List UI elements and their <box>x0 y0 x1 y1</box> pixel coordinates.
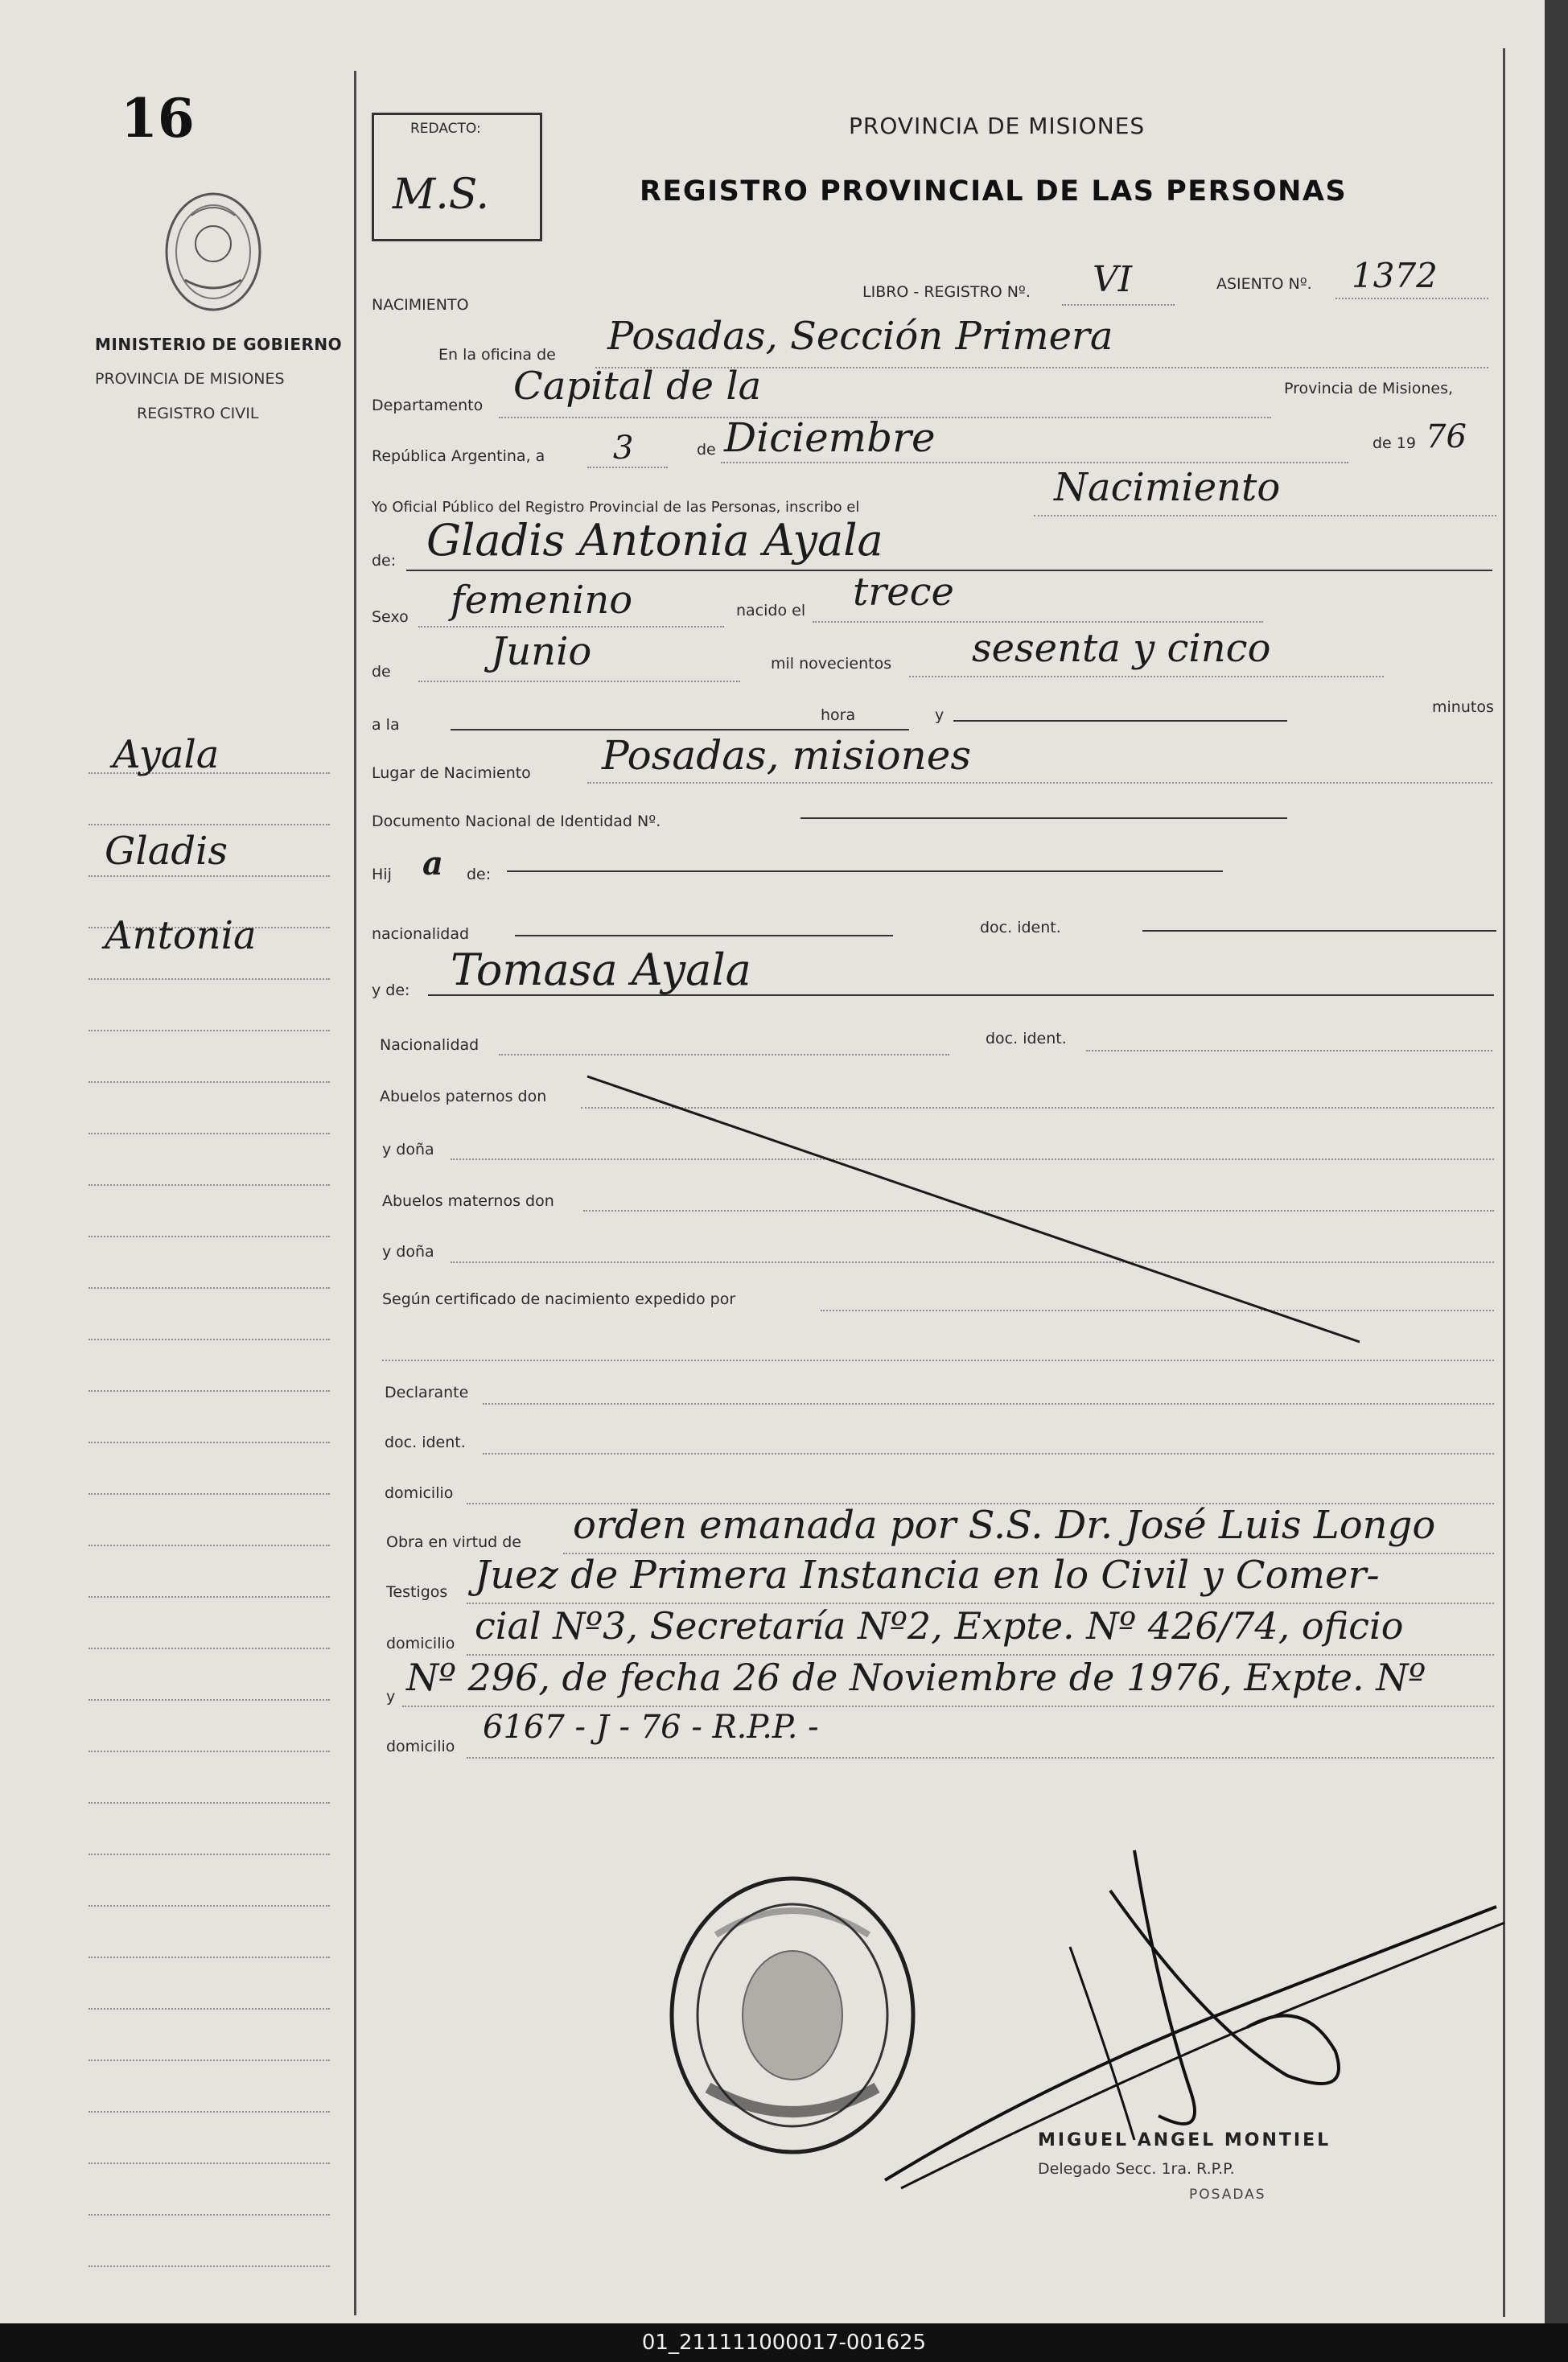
margin-rule-line <box>88 2214 330 2216</box>
date-de-label: de <box>697 441 716 459</box>
margin-rule-line <box>88 2008 330 2010</box>
margin-rule-line <box>88 1699 330 1701</box>
oficina-value: Posadas, Sección Primera <box>607 314 1113 359</box>
margin-rule-line <box>88 824 330 825</box>
margin-middle-name: Antonia <box>105 913 257 958</box>
mother-value: Tomasa Ayala <box>451 944 751 995</box>
signatory-name: MIGUEL ANGEL MONTIEL <box>1038 2130 1331 2150</box>
margin-rule-line <box>88 2162 330 2164</box>
lugar-label: Lugar de Nacimiento <box>372 764 531 782</box>
month-value: Diciembre <box>724 414 936 461</box>
dni-line <box>800 817 1287 819</box>
margin-rule-line <box>88 2265 330 2267</box>
margin-first-name: Gladis <box>105 829 228 874</box>
y2-line <box>402 1706 1494 1707</box>
minutos-label: minutos <box>1432 698 1494 716</box>
doc-ident3-label: doc. ident. <box>385 1434 466 1451</box>
ministry-line3: REGISTRO CIVIL <box>137 405 259 422</box>
signatory-title: Delegado Secc. 1ra. R.P.P. <box>1038 2160 1235 2178</box>
lugar-value: Posadas, misiones <box>602 732 972 779</box>
margin-rule-line <box>88 1545 330 1546</box>
hij-de-label: de: <box>467 866 492 883</box>
domicilio2-label: domicilio <box>386 1635 455 1652</box>
nacionalidad2-line <box>499 1054 949 1055</box>
margin-rule-line <box>88 1287 330 1289</box>
month-line <box>721 462 1348 463</box>
ministry-line2: PROVINCIA DE MISIONES <box>95 370 285 388</box>
margin-rule-line <box>88 1081 330 1083</box>
margin-rule-line <box>88 1236 330 1237</box>
mil-line <box>909 676 1384 677</box>
domicilio1-label: domicilio <box>385 1484 454 1502</box>
sexo-label: Sexo <box>372 608 409 626</box>
page-number: 16 <box>121 87 195 150</box>
obra-label: Obra en virtud de <box>386 1533 521 1551</box>
margin-rule-line <box>88 1030 330 1031</box>
margin-rule-line <box>88 1648 330 1649</box>
doc-ident1-label: doc. ident. <box>980 919 1061 936</box>
mil-label: mil novecientos <box>771 655 892 673</box>
nacionalidad2-label: Nacionalidad <box>380 1036 479 1054</box>
name-de-label: de: <box>372 552 397 570</box>
margin-rule-line <box>88 875 330 877</box>
margin-rule-line <box>88 1751 330 1752</box>
sexo-line <box>418 626 724 628</box>
margin-rule-line <box>88 978 330 980</box>
asiento-label: ASIENTO Nº. <box>1216 275 1312 293</box>
day-line <box>587 467 668 468</box>
cancellation-stroke <box>563 1062 1368 1368</box>
asiento-value: 1372 <box>1352 256 1438 295</box>
declarante-label: Declarante <box>385 1384 469 1401</box>
birth-month-line <box>418 681 740 682</box>
libro-line <box>1062 304 1175 306</box>
minutes-line <box>953 720 1287 722</box>
asiento-line <box>1335 298 1488 299</box>
margin-surname: Ayala <box>113 732 220 777</box>
margin-rule-line <box>88 2111 330 2113</box>
name-value: Gladis Antonia Ayala <box>426 515 883 566</box>
libro-label: LIBRO - REGISTRO Nº. <box>862 283 1031 301</box>
margin-rule-line <box>88 2060 330 2061</box>
testigos-label: Testigos <box>386 1583 448 1601</box>
record-type-label: NACIMIENTO <box>372 296 469 314</box>
oficial-value: Nacimiento <box>1054 465 1281 510</box>
mil-value: sesenta y cinco <box>972 626 1271 671</box>
republica-label: República Argentina, a <box>372 447 545 465</box>
lugar-line <box>587 782 1492 784</box>
nacionalidad1-line <box>515 935 893 936</box>
ala-line <box>451 729 909 730</box>
margin-rule-line <box>88 1390 330 1392</box>
obra-value: orden emanada por S.S. Dr. José Luis Longo <box>573 1503 1436 1548</box>
provincia-label: Provincia de Misiones, <box>1284 380 1454 397</box>
testigos-value: Juez de Primera Instancia en lo Civil y Comer- <box>475 1553 1380 1598</box>
y-dona2-label: y doña <box>382 1243 434 1261</box>
birth-de-label: de <box>372 663 391 681</box>
registry-title: REGISTRO PROVINCIAL DE LAS PERSONAS <box>640 175 1348 208</box>
oficina-label: En la oficina de <box>438 346 556 364</box>
y2-value: Nº 296, de fecha 26 de Noviembre de 1976, Expte. Nº <box>406 1656 1426 1699</box>
margin-rule-line <box>88 1802 330 1804</box>
doc-ident3-line <box>483 1453 1494 1455</box>
sexo-value: femenino <box>451 578 633 623</box>
year-value: 76 <box>1426 418 1467 455</box>
doc-ident1-line <box>1142 930 1496 932</box>
redacto-initials: M.S. <box>393 171 490 219</box>
y2-label: y <box>386 1688 396 1706</box>
left-margin-rule <box>354 71 356 2315</box>
margin-rule-line <box>88 1184 330 1186</box>
y-de-label: y de: <box>372 981 410 999</box>
nacido-label: nacido el <box>736 602 806 619</box>
oficial-label: Yo Oficial Público del Registro Provincial de las Personas, inscribo el <box>372 499 860 516</box>
nacido-value: trece <box>853 570 954 615</box>
margin-rule-line <box>88 1596 330 1598</box>
departamento-value: Capital de la <box>513 364 762 409</box>
birth-month-value: Junio <box>491 629 592 674</box>
doc-ident2-line <box>1086 1050 1492 1051</box>
domicilio3-label: domicilio <box>386 1738 455 1755</box>
abuelos-paternos-label: Abuelos paternos don <box>380 1088 547 1105</box>
domicilio2-value: cial Nº3, Secretaría Nº2, Expte. Nº 426/74, oficio <box>475 1604 1404 1648</box>
oficial-line <box>1034 515 1496 516</box>
margin-rule-line <box>88 1957 330 1958</box>
ala-label: a la <box>372 716 400 734</box>
domicilio3-value: 6167 - J - 76 - R.P.P. - <box>483 1709 819 1746</box>
redacto-label: REDACTO: <box>410 121 481 137</box>
day-value: 3 <box>613 430 634 467</box>
signatory-location: POSADAS <box>1189 2187 1266 2203</box>
dni-label: Documento Nacional de Identidad Nº. <box>372 813 661 830</box>
margin-rule-line <box>88 1133 330 1134</box>
certificado-label: Según certificado de nacimiento expedido por <box>382 1290 736 1308</box>
libro-value: VI <box>1093 259 1133 300</box>
margin-rule-line <box>88 1854 330 1855</box>
hij-label: Hij <box>372 866 392 883</box>
departamento-label: Departamento <box>372 397 484 414</box>
nacionalidad1-label: nacionalidad <box>372 925 470 943</box>
coat-of-arms-seal <box>153 183 274 320</box>
hij-value: a <box>422 845 443 883</box>
margin-rule-line <box>88 1905 330 1907</box>
hora-y-label: y <box>935 706 945 724</box>
domicilio3-line <box>467 1757 1494 1759</box>
y-dona1-label: y doña <box>382 1141 434 1158</box>
father-line <box>507 870 1223 872</box>
declarante-line <box>483 1403 1494 1405</box>
province-header: PROVINCIA DE MISIONES <box>849 113 1146 139</box>
nacido-line <box>813 621 1263 623</box>
ministry-line1: MINISTERIO DE GOBIERNO <box>95 335 343 354</box>
margin-rule-line <box>88 1339 330 1340</box>
footer-id: 01_211111000017-001625 <box>0 2323 1568 2362</box>
hora-label: hora <box>821 706 856 724</box>
margin-rule-line <box>88 1442 330 1443</box>
scan-edge <box>1545 0 1568 2323</box>
abuelos-maternos-label: Abuelos maternos don <box>382 1192 554 1210</box>
doc-ident2-label: doc. ident. <box>986 1030 1067 1047</box>
margin-rule-line <box>88 1493 330 1495</box>
year-prefix: de 19 <box>1373 434 1416 452</box>
